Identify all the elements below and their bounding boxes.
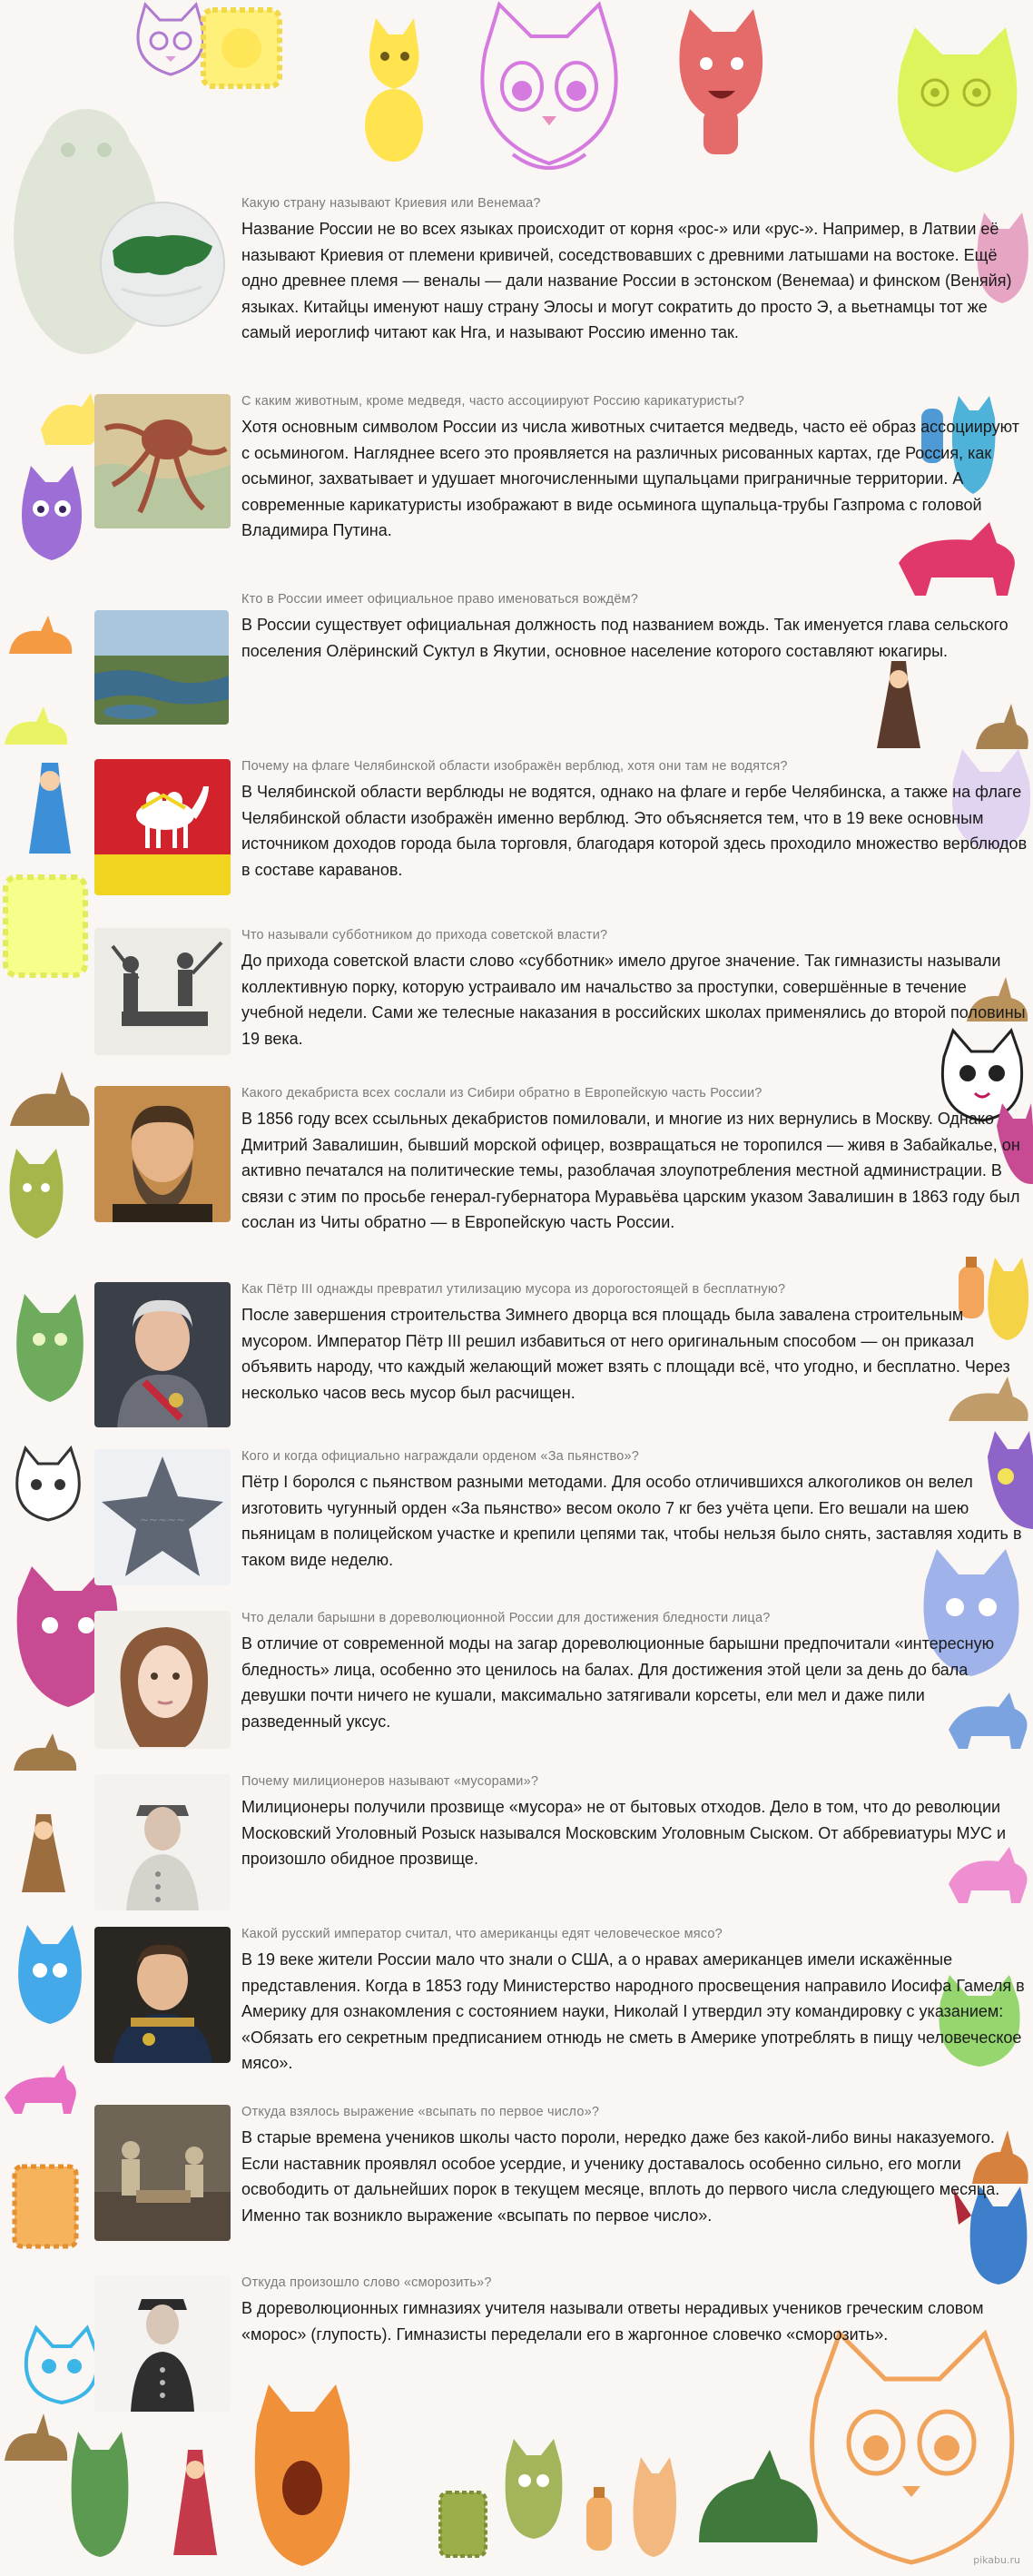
fact-entry (94, 1774, 1007, 1910)
svg-text:~~~~~: ~~~~~ (139, 1514, 186, 1526)
big-pink-cat-face-icon (458, 0, 640, 182)
answer-text: До прихода советской власти слово «субботник» имело другое значение. Так гимназисты называли коллективную порку, которую устраивало им начальство за проступки, совершённые в течение учебной недели. Сами же телесные наказания в российских школах применялись до второй половины 19 века. (241, 952, 1026, 1048)
brown-cat-icon (5, 1062, 96, 1135)
red-witch-icon (168, 2443, 222, 2561)
answer-text: Название России не во всех языках происходит от корня «рос-» или «рус-». Например, в Латвии её называют Криевия от племени кривичей, соседствовавших с древними латышами на востоке. Ещё одно древнее племя — веналы — дали название России в эстонском (Венемаа) и финском (Веняйя) языках. Китайцы именуют нашу страну Элосы и могут сократить до просто Э, а вьетнамцы тот же самый иероглиф читают как Нга, и называют Россию именно так. (241, 220, 1012, 341)
officer-photo-image (94, 1774, 231, 1910)
answer-text: В России существует официальная должность под названием вождь. Так именуется глава сельского поселения Олёринский Суктул в Якутии, основное население которого составляют юкагиры. (241, 616, 1008, 660)
answer-text: В 1856 году всех ссыльных декабристов помиловали, и многие из них вернулись в Москву. Однако Дмитрий Завалишин, бывший морской офицер, возвращаться не торопился — живя в Забайкалье, он активно печатался на политические темы, разоблачая злоупотребления местной администрации. В связи с этим по просьбе генерал-губернатора Муравьёва царским указом Завалишин в 1863 году был сослан из Читы обратно — в Европейскую часть России. (241, 1110, 1020, 1231)
question-text: Откуда взялось выражение «всыпать по первое число»? (241, 2105, 600, 2119)
globe-russia-icon (94, 196, 231, 332)
fact-entry (94, 1449, 1022, 1604)
answer-text: В 19 веке жители России мало что знали о США, а о нравах американцев имели искажённые представления. Когда в 1853 году Министерство народного просвещения направило Иосифа Гамеля в Америку для ознакомления с состоянием науки, Николай I утвердил эту командировку с указанием: «Обязать его секретным предписанием отнюдь не сметь в Америке употреблять в пищу человеческое мясо». (241, 1950, 1025, 2072)
answer-text: Милиционеры получили прозвище «мусора» не от бытовых отходов. Дело в том, что до революции Московский Уголовный Розыск назывался Московским Уголовным Сыском. От аббревиатуры МУС и произошло обидное прозвище. (241, 1798, 1007, 1868)
answer-text: Пётр I боролся с пьянством разными методами. Для особо отличившихся алкоголиков он велел изготовить чугунный орден «За пьянство» весом около 7 кг без учёта цепи. Его вешали на шею пьяницам в полицейском участке и крепили цепями так, чтобы нельзя было снять, заставляя ходить в таком виде неделю. (241, 1473, 1022, 1569)
answer-text: В дореволюционных гимназиях учителя называли ответы нерадивых учеников греческим словом «морос» (глупость). Гимназисты переделали его в жаргонное словечко «сморозить». (241, 2299, 984, 2344)
watermark: pikabu.ru (973, 2554, 1020, 2566)
dark-green-cat-icon (690, 2443, 826, 2561)
green-bottom-cat-icon (64, 2424, 136, 2561)
olive-cat-face-icon (497, 2433, 570, 2542)
answer-text: В старые времена учеников школы часто пороли, нередко даже без какой-либо вины наказуемого. Если наставник проявлял особое усердие, и ученику доставалось особенно сильно, его могли освободить от дальнейших порок в текущем месяце, вплоть до первого числа следующего месяца. Именно так возникло выражение «всыпать по первое число». (241, 2128, 1000, 2225)
cyan-cat-face-icon (16, 2324, 107, 2406)
lime-cat-lying-icon (0, 699, 73, 754)
tundra-landscape-image (94, 610, 229, 725)
fact-entry (94, 592, 1008, 719)
yellow-frame-icon (0, 872, 91, 981)
peter-third-portrait-image (94, 1282, 231, 1427)
question-text: Какой русский император считал, что американцы едят человеческое мясо? (241, 1927, 723, 1941)
question-text: Почему на флаге Челябинской области изображён верблюд, хотя они там не водятся? (241, 759, 788, 774)
octopus-map-image (94, 394, 231, 528)
pink-cat-walking-icon (0, 2061, 82, 2116)
question-text: Почему милиционеров называют «мусорами»? (241, 1774, 539, 1789)
question-text: Что делали барышни в дореволюционной России для достижения бледности лица? (241, 1611, 771, 1625)
yellow-stamp-icon (198, 5, 285, 92)
peach-cat-sitting-icon (626, 2452, 681, 2561)
brown-cat-lying-icon (9, 1730, 82, 1775)
question-text: С каким животным, кроме медведя, часто ассоциируют Россию карикатуристы? (241, 394, 745, 409)
answer-text: В Челябинской области верблюды не водятся, однако на флаге и гербе Челябинска, а также на флаге Челябинской области изображён именно верблюд. Это объясняется тем, что в 19 веке основным источником доходов города была торговля, благодаря которой здесь проходило множество верблюдов в составе караванов. (241, 783, 1028, 879)
chelyabinsk-flag-image (94, 759, 231, 895)
question-text: Какую страну называют Криевия или Венемаа? (241, 196, 541, 211)
school-punishment-painting-image (94, 2105, 231, 2241)
zavalishin-portrait-image (94, 1086, 231, 1222)
question-text: Что называли субботником до прихода советской власти? (241, 928, 608, 943)
nicholas-first-portrait-image (94, 1927, 231, 2063)
olive-stamp-icon (436, 2488, 490, 2561)
pale-girl-portrait-image (94, 1611, 231, 1749)
brown-sorcerer-icon (16, 1807, 71, 1898)
question-text: Как Пётр III однажды превратил утилизацию мусора из дорогостоящей в бесплатную? (241, 1282, 786, 1297)
orange-cat-lying-icon (5, 608, 77, 663)
purple-round-cat-icon (11, 459, 93, 568)
question-text: Кто в России имеет официальное право именоваться вождём? (241, 592, 639, 607)
olive-cat-icon (0, 1144, 73, 1244)
orange-stamp-icon (9, 2161, 82, 2252)
fact-entry (94, 2275, 984, 2403)
white-cat-outline-icon (7, 1444, 89, 1525)
red-cat-icon (663, 5, 781, 159)
brown-bottom-cat-icon (0, 2406, 73, 2470)
answer-text: Хотя основным символом России из числа животных считается медведь, часто её образ ассоциируют с осьминогом. Нагляднее всего это проявляется на различных рисованных картах, где Россия, как осьминог, захватывает и удушает многочисленными щупальцами приграничные территории. А современные карикатуристы изображают в виде осьминога щупальца-трубы Газпрома с головой Владимира Путина. (241, 418, 1019, 539)
fact-entry (94, 1282, 1010, 1436)
fact-entry (94, 394, 1019, 567)
amber-lantern-icon (581, 2483, 617, 2556)
yellow-cat-icon (352, 7, 432, 162)
fact-entry (94, 1927, 1025, 2081)
question-text: Откуда произошло слово «сморозить»? (241, 2275, 492, 2290)
question-text: Какого декабриста всех сослали из Сибири обратно в Европейскую часть России? (241, 1086, 762, 1100)
green-cat-icon (5, 1289, 95, 1407)
iron-star-medal-image (94, 1449, 231, 1585)
fact-entry (94, 928, 1026, 1064)
blue-sorcerer-icon (24, 754, 76, 863)
fact-entry (94, 2105, 1000, 2259)
answer-text: После завершения строительства Зимнего дворца вся площадь была завалена строительным мусором. Император Пётр III решил избавиться от него оригинальным способом — он приказал объявить народу, что каждый желающий может взять с площади всё, что угодно, и бесплатно. Через несколько часов весь мусор был расчищен. (241, 1306, 1010, 1402)
lime-cat-icon (879, 18, 1033, 182)
answer-text: В отличие от современной моды на загар дореволюционные барышни предпочитали «интересную бледность» лица, особенно это ценилось на балах. Для достижения этой цели за день до бала девушки почти ничего не кушали, максимально затягивали корсеты, ели мел и даже пили разведенный уксус. (241, 1634, 995, 1731)
fact-entry (94, 1086, 1020, 1268)
fact-entry (94, 1611, 995, 1765)
gymnasium-student-photo-image (94, 2275, 231, 2412)
flogging-engraving-image (94, 928, 231, 1055)
fact-entry (94, 196, 1012, 376)
orange-screaming-cat-icon (243, 2379, 361, 2571)
fact-entry (94, 759, 1028, 913)
blue-cat-icon (9, 1920, 91, 2029)
question-text: Кого и когда официально награждали орденом «За пьянство»? (241, 1449, 640, 1464)
